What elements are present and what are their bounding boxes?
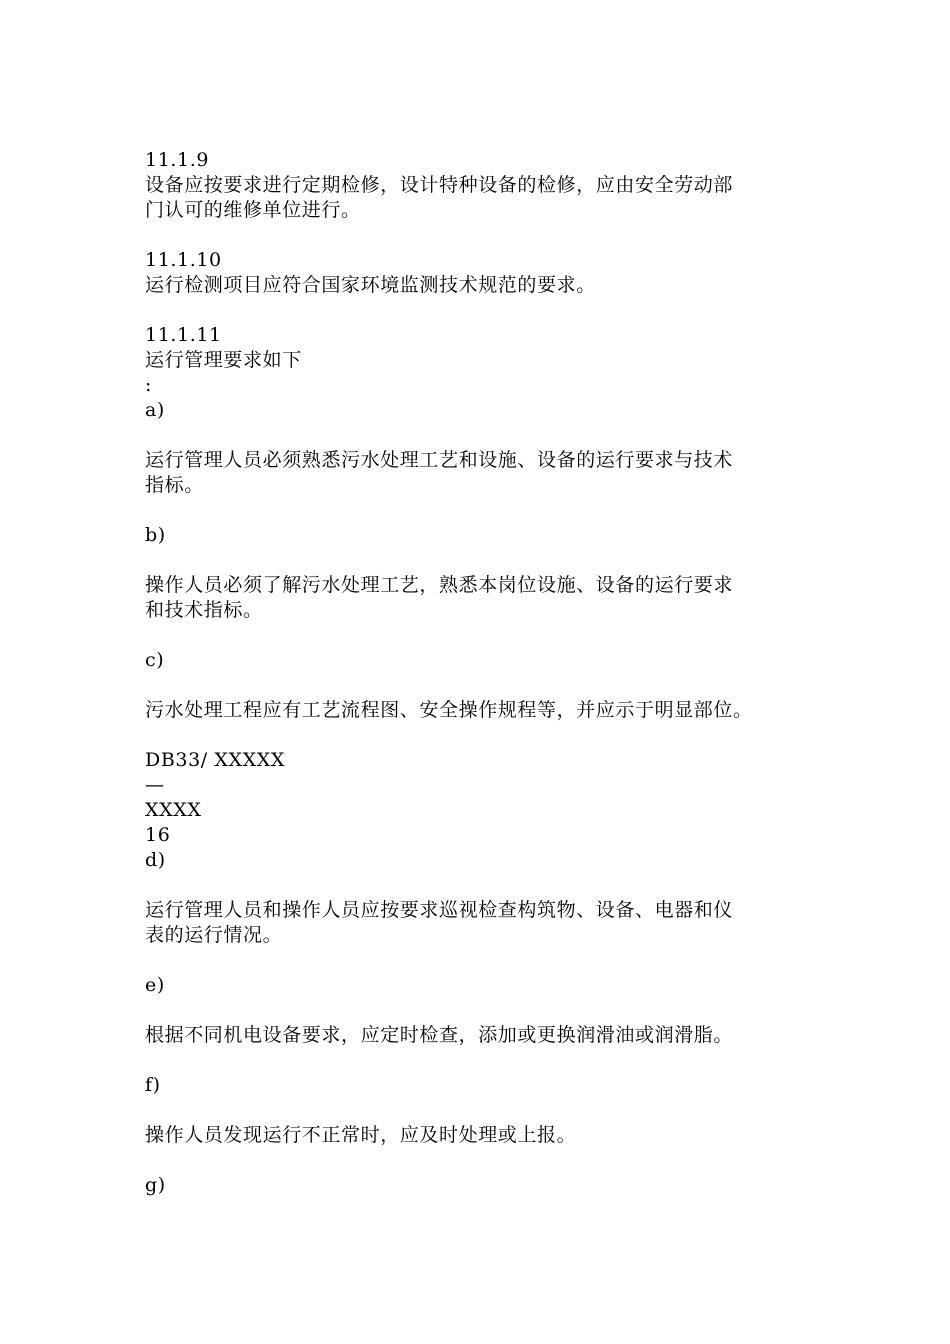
list-item-text: 指标。	[145, 474, 204, 496]
list-item-text: 污水处理工程应有工艺流程图、安全操作规程等，并应示于明显部位。	[145, 699, 753, 721]
list-item-text: 操作人员必须了解污水处理工艺，熟悉本岗位设施、设备的运行要求	[145, 574, 734, 596]
paragraph-line: 门认可的维修单位进行。	[145, 199, 361, 221]
list-item-label: f)	[145, 1074, 161, 1096]
colon-line: :	[145, 374, 153, 396]
list-item-text: 运行管理人员和操作人员应按要求巡视检查构筑物、设备、电器和仪	[145, 899, 734, 921]
list-item-text: 运行管理人员必须熟悉污水处理工艺和设施、设备的运行要求与技术	[145, 449, 734, 471]
section-number: 11.1.11	[145, 324, 222, 346]
document-content	[145, 148, 815, 1198]
list-item-label: g)	[145, 1174, 166, 1196]
footer-code: DB33/ XXXXX	[145, 749, 286, 771]
section-number: 11.1.10	[145, 249, 222, 271]
section-number: 11.1.9	[145, 149, 210, 171]
paragraph-line: 运行管理要求如下	[145, 349, 302, 371]
list-item-text: 操作人员发现运行不正常时，应及时处理或上报。	[145, 1124, 577, 1146]
list-item-label: e)	[145, 974, 165, 996]
page-number: 16	[145, 824, 171, 846]
list-item-text: 表的运行情况。	[145, 924, 283, 946]
list-item-text: 和技术指标。	[145, 599, 263, 621]
list-item-label: d)	[145, 849, 166, 871]
list-item-text: 根据不同机电设备要求，应定时检查，添加或更换润滑油或润滑脂。	[145, 1024, 734, 1046]
paragraph-line: 设备应按要求进行定期检修，设计特种设备的检修，应由安全劳动部	[145, 174, 734, 196]
footer-dash: —	[145, 774, 165, 796]
paragraph-line: 运行检测项目应符合国家环境监测技术规范的要求。	[145, 274, 596, 296]
list-item-label: a)	[145, 399, 165, 421]
footer-year: XXXX	[145, 799, 202, 821]
list-item-label: b)	[145, 524, 166, 546]
list-item-label: c)	[145, 649, 165, 671]
